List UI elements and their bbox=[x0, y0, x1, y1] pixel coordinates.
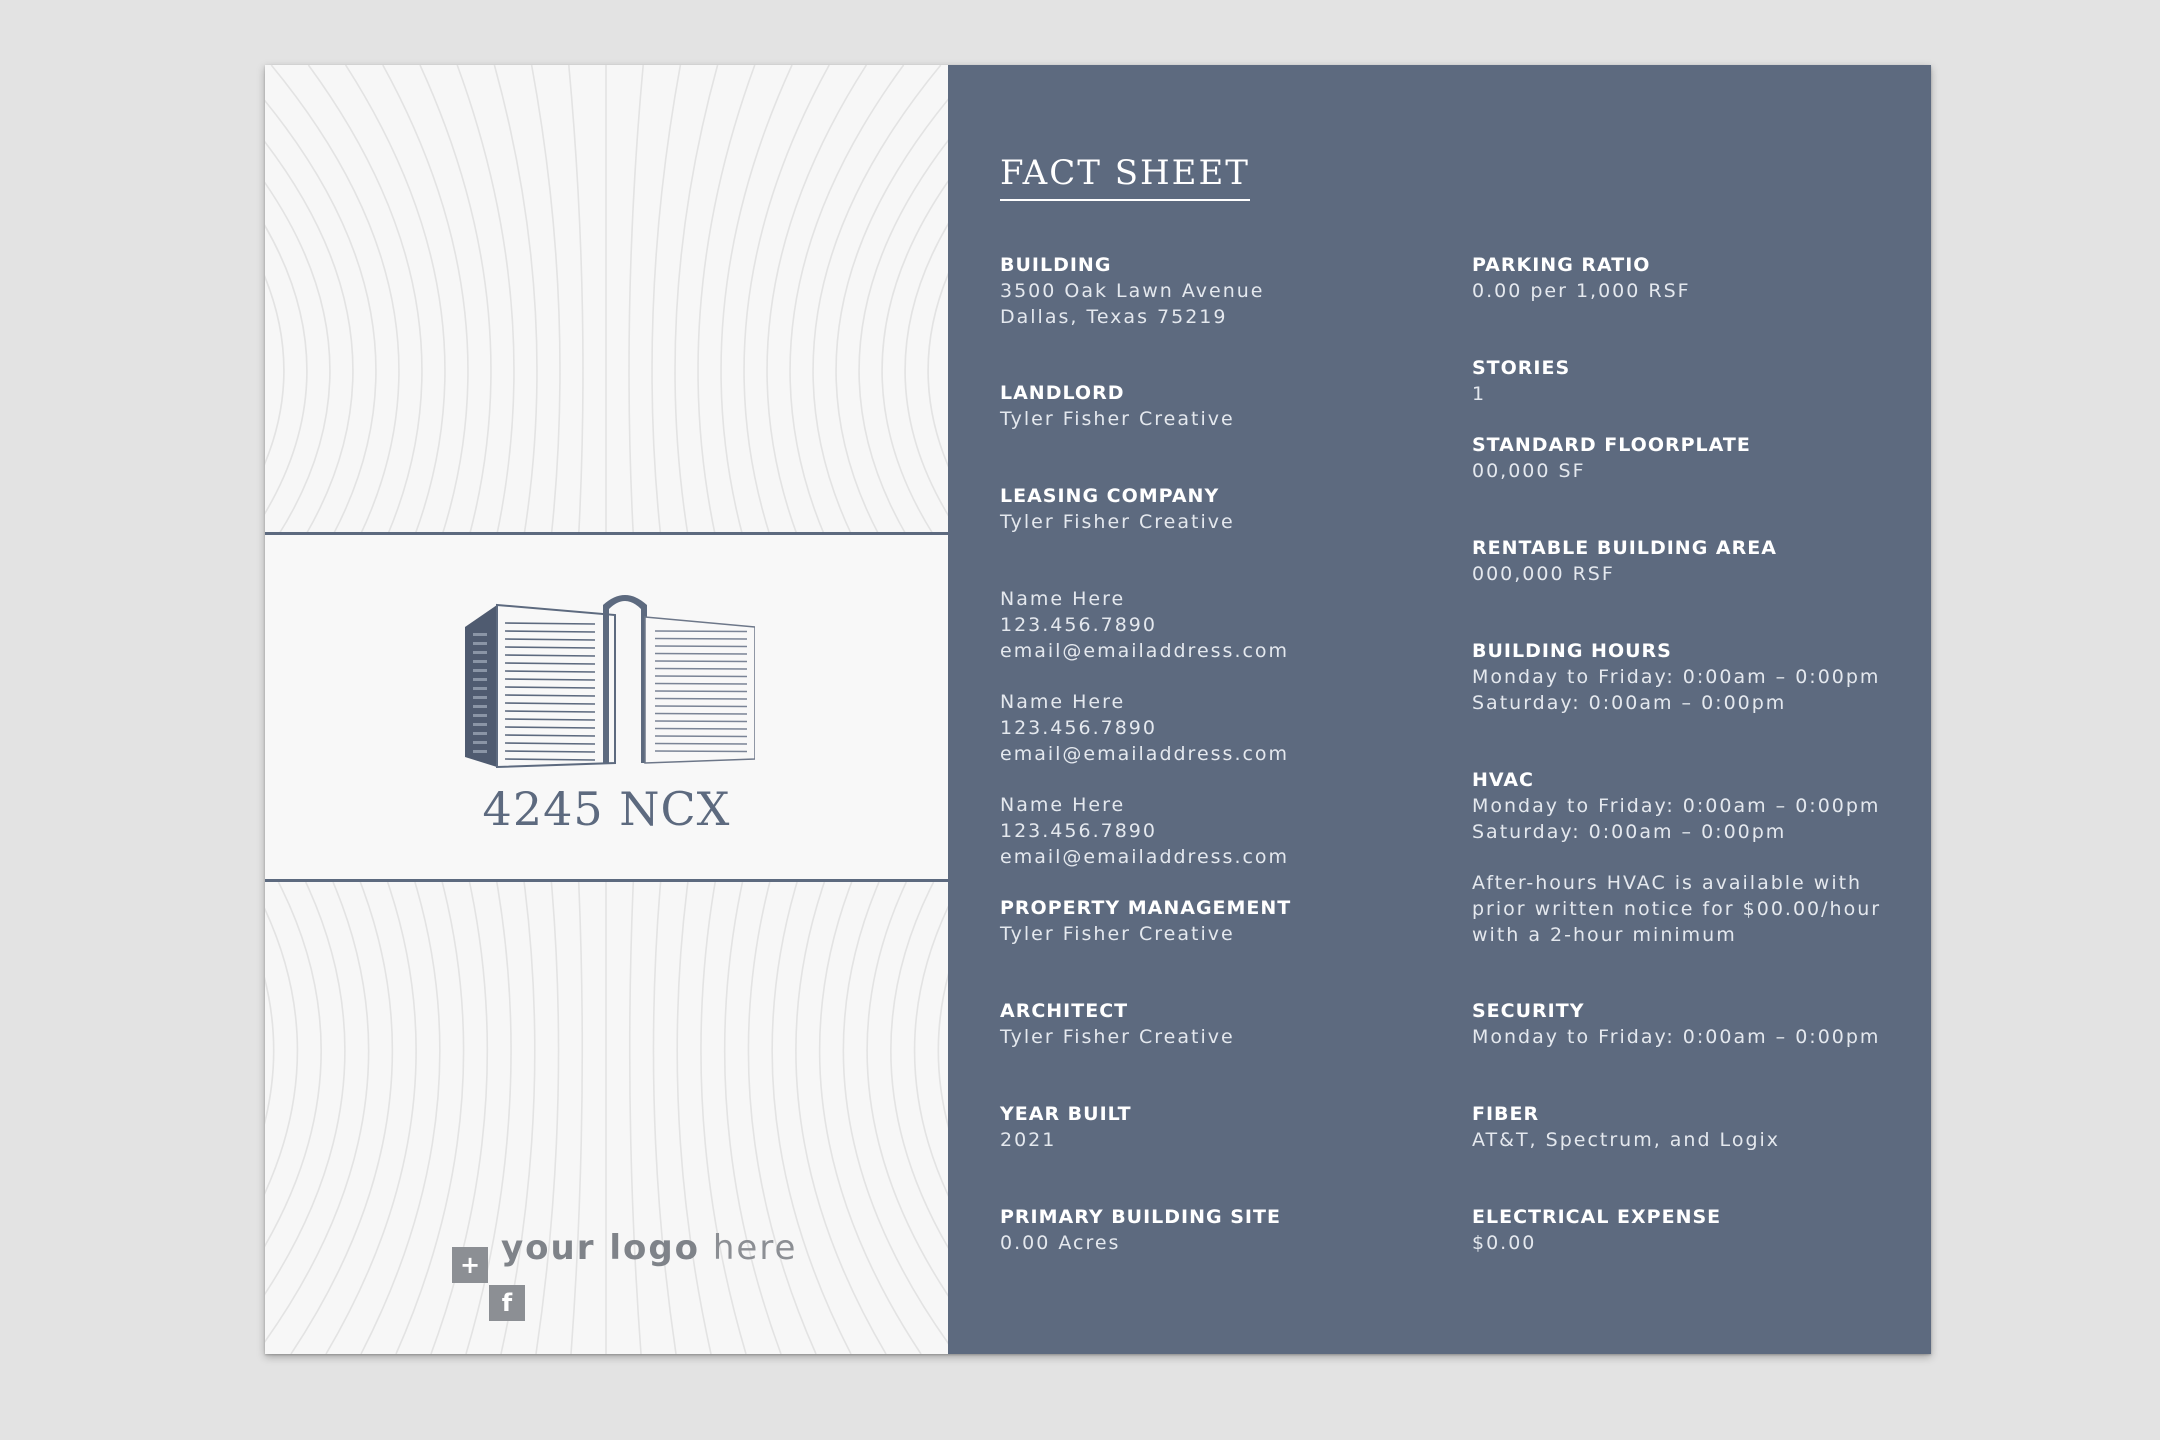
left-field bbox=[1000, 586, 1289, 664]
cover-panel bbox=[265, 65, 948, 1354]
field-label: BUILDING bbox=[1000, 254, 1112, 276]
left-field bbox=[1000, 895, 1291, 947]
field-value: Monday to Friday: 0:00am – 0:00pm bbox=[1472, 1026, 1881, 1048]
right-field bbox=[1472, 252, 1691, 304]
field-value: Tyler Fisher Creative bbox=[1000, 923, 1235, 945]
right-field bbox=[1472, 1204, 1721, 1256]
building-name: 4245 NCX bbox=[482, 782, 731, 836]
field-value: 000,000 RSF bbox=[1472, 563, 1615, 585]
field-label: PARKING RATIO bbox=[1472, 254, 1651, 276]
logo-square-2 bbox=[489, 1285, 525, 1321]
left-field bbox=[1000, 1101, 1132, 1153]
field-label: PRIMARY BUILDING SITE bbox=[1000, 1206, 1281, 1228]
right-field bbox=[1472, 870, 1881, 948]
field-value: $0.00 bbox=[1472, 1232, 1537, 1254]
right-field bbox=[1472, 998, 1880, 1050]
field-label: LEASING COMPANY bbox=[1000, 485, 1220, 507]
left-field bbox=[1000, 1204, 1281, 1256]
field-value: prior written notice for $00.00/hour bbox=[1472, 898, 1882, 920]
logo-square-1 bbox=[452, 1247, 488, 1283]
field-value: Tyler Fisher Creative bbox=[1000, 511, 1235, 533]
left-field bbox=[1000, 380, 1235, 432]
field-value: 123.456.7890 bbox=[1000, 614, 1157, 636]
field-value: Monday to Friday: 0:00am – 0:00pm bbox=[1472, 666, 1881, 688]
field-value: with a 2-hour minimum bbox=[1472, 924, 1737, 946]
field-label: FIBER bbox=[1472, 1103, 1540, 1125]
field-value: Tyler Fisher Creative bbox=[1000, 408, 1235, 430]
field-value: Name Here bbox=[1000, 794, 1126, 816]
field-value: Name Here bbox=[1000, 691, 1126, 713]
right-field bbox=[1472, 1101, 1780, 1153]
field-value: email@emailaddress.com bbox=[1000, 846, 1290, 868]
field-label: PROPERTY MANAGEMENT bbox=[1000, 897, 1292, 919]
field-label: STORIES bbox=[1472, 357, 1571, 379]
left-field bbox=[1000, 483, 1235, 535]
field-value: Monday to Friday: 0:00am – 0:00pm bbox=[1472, 795, 1881, 817]
field-value: 00,000 SF bbox=[1472, 460, 1586, 482]
logo-text-regular: here bbox=[712, 1228, 798, 1268]
field-value: email@emailaddress.com bbox=[1000, 640, 1290, 662]
field-value: AT&T, Spectrum, and Logix bbox=[1472, 1129, 1781, 1151]
building-logo-band bbox=[265, 532, 948, 882]
plus-icon: + bbox=[459, 1251, 481, 1279]
field-label: ELECTRICAL EXPENSE bbox=[1472, 1206, 1722, 1228]
left-field bbox=[1000, 998, 1235, 1050]
field-value: Name Here bbox=[1000, 588, 1126, 610]
right-field bbox=[1472, 355, 1570, 407]
fact-sheet-title: FACT SHEET bbox=[1000, 153, 1250, 201]
field-label: ARCHITECT bbox=[1000, 1000, 1129, 1022]
field-label: SECURITY bbox=[1472, 1000, 1585, 1022]
field-label: LANDLORD bbox=[1000, 382, 1125, 404]
right-field bbox=[1472, 767, 1880, 845]
field-value: Saturday: 0:00am – 0:00pm bbox=[1472, 692, 1787, 714]
right-field bbox=[1472, 432, 1751, 484]
left-field bbox=[1000, 792, 1289, 870]
field-value: 123.456.7890 bbox=[1000, 820, 1157, 842]
field-value: Tyler Fisher Creative bbox=[1000, 1026, 1235, 1048]
field-label: RENTABLE BUILDING AREA bbox=[1472, 537, 1777, 559]
field-value: 1 bbox=[1472, 383, 1487, 405]
field-value: Dallas, Texas 75219 bbox=[1000, 306, 1228, 328]
fact-sheet-document bbox=[265, 65, 1931, 1354]
field-value: 0.00 Acres bbox=[1000, 1232, 1121, 1254]
field-value: 0.00 per 1,000 RSF bbox=[1472, 280, 1691, 302]
field-label: YEAR BUILT bbox=[1000, 1103, 1132, 1125]
right-field bbox=[1472, 638, 1880, 716]
right-field bbox=[1472, 535, 1777, 587]
field-label: BUILDING HOURS bbox=[1472, 640, 1672, 662]
field-value: 3500 Oak Lawn Avenue bbox=[1000, 280, 1265, 302]
field-value: 123.456.7890 bbox=[1000, 717, 1157, 739]
fact-sheet-panel bbox=[948, 65, 1931, 1354]
logo-placeholder-text bbox=[501, 1228, 797, 1268]
field-value: After-hours HVAC is available with bbox=[1472, 872, 1863, 894]
field-label: STANDARD FLOORPLATE bbox=[1472, 434, 1751, 456]
field-value: Saturday: 0:00am – 0:00pm bbox=[1472, 821, 1787, 843]
field-label: HVAC bbox=[1472, 769, 1534, 791]
field-value: email@emailaddress.com bbox=[1000, 743, 1290, 765]
logo-text-bold: your logo bbox=[501, 1228, 701, 1268]
f-icon: f bbox=[501, 1289, 513, 1317]
building-icon bbox=[455, 587, 755, 769]
left-field bbox=[1000, 689, 1289, 767]
left-field bbox=[1000, 252, 1264, 330]
field-value: 2021 bbox=[1000, 1129, 1057, 1151]
